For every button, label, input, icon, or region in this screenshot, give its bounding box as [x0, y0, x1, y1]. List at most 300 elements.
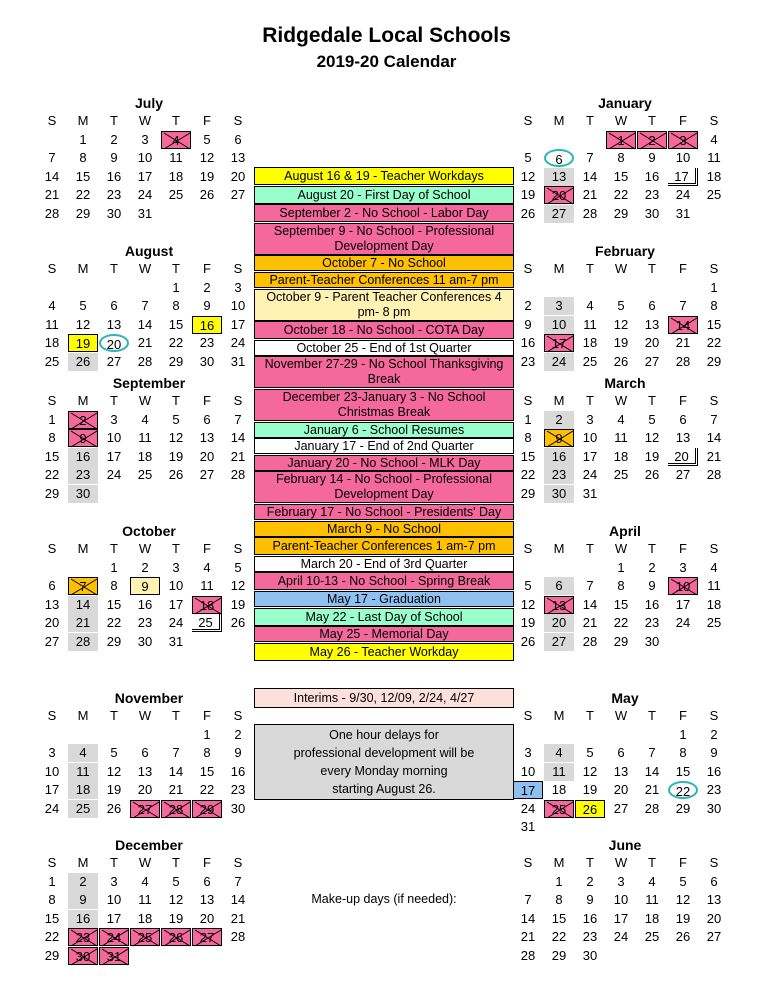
- day-number: 21: [230, 448, 246, 464]
- day-number: 21: [75, 615, 91, 630]
- day-number: 8: [48, 892, 56, 907]
- day-number: 19: [168, 448, 184, 464]
- day-number: 2: [555, 411, 563, 427]
- day-cell: [223, 168, 253, 186]
- day-number: 10: [137, 150, 153, 165]
- day-cell: [699, 429, 729, 447]
- weekday-header: W: [614, 708, 628, 723]
- event-item: October 25 - End of 1st Quarter: [254, 340, 514, 356]
- day-number: 10: [520, 763, 536, 779]
- day-cell: [161, 781, 191, 799]
- day-number: 29: [613, 633, 629, 649]
- weekday-header: T: [172, 261, 180, 276]
- day-number: 25: [137, 930, 153, 945]
- day-cell: [99, 947, 129, 965]
- day-number: 2: [203, 279, 211, 295]
- day-cell: [606, 205, 636, 223]
- day-cell: [513, 614, 543, 632]
- day-cell: [161, 353, 191, 371]
- day-cell: [130, 891, 160, 909]
- day-cell: [130, 316, 160, 334]
- day-number: 17: [582, 448, 598, 464]
- day-cell: [668, 448, 698, 466]
- day-number: 15: [44, 910, 60, 926]
- day-number: 25: [706, 187, 722, 202]
- day-number: 17: [106, 910, 122, 926]
- day-cell: [544, 297, 574, 315]
- interims-text: Interims - 9/30, 12/09, 2/24, 4/27: [293, 691, 475, 705]
- weekday-header: T: [172, 113, 180, 128]
- day-number: 30: [199, 353, 215, 369]
- day-cell: [637, 781, 667, 799]
- day-cell: [68, 485, 98, 503]
- day-number: 31: [106, 948, 122, 964]
- day-number: 5: [524, 150, 532, 165]
- day-cell: [68, 928, 98, 946]
- weekday-header: F: [679, 708, 687, 723]
- day-number: 15: [706, 316, 722, 332]
- day-cell: [68, 429, 98, 447]
- day-number: 7: [234, 411, 242, 427]
- day-number: 9: [555, 431, 563, 446]
- day-cell: [544, 411, 574, 429]
- day-cell: [223, 448, 253, 466]
- day-cell: [37, 448, 67, 466]
- day-number: 13: [44, 596, 60, 612]
- event-item: January 17 - End of 2nd Quarter: [254, 438, 514, 454]
- day-number: 24: [613, 929, 629, 944]
- day-cell: [606, 353, 636, 371]
- day-number: 14: [520, 910, 536, 926]
- weekday-header: S: [523, 708, 533, 723]
- day-cell: [68, 596, 98, 614]
- day-number: 20: [644, 335, 660, 350]
- day-number: 8: [617, 150, 625, 165]
- day-cell: [513, 818, 543, 836]
- day-cell: [668, 168, 698, 186]
- day-number: 4: [203, 559, 211, 575]
- day-cell: [99, 131, 129, 149]
- day-cell: [637, 297, 667, 315]
- day-number: 4: [648, 873, 656, 889]
- day-number: 24: [675, 187, 691, 202]
- day-number: 9: [79, 431, 87, 446]
- day-cell: [513, 577, 543, 595]
- day-cell: [192, 577, 222, 595]
- day-number: 4: [48, 298, 56, 313]
- day-cell: [161, 448, 191, 466]
- day-number: 8: [203, 745, 211, 760]
- day-cell: [68, 873, 98, 891]
- day-cell: [68, 334, 98, 352]
- day-number: 3: [555, 298, 563, 313]
- day-number: 3: [524, 745, 532, 760]
- day-cell: [223, 744, 253, 762]
- day-number: 9: [648, 150, 656, 165]
- day-cell: [130, 448, 160, 466]
- day-cell: [130, 466, 160, 484]
- weekday-header: T: [172, 393, 180, 408]
- day-number: 10: [675, 579, 691, 594]
- event-item: March 20 - End of 3rd Quarter: [254, 556, 514, 572]
- day-cell: [192, 744, 222, 762]
- day-number: 15: [520, 448, 536, 464]
- day-number: 19: [199, 168, 215, 184]
- day-cell: [130, 334, 160, 352]
- day-cell: [575, 168, 605, 186]
- event-item: October 18 - No School - COTA Day: [254, 321, 514, 339]
- day-cell: [68, 411, 98, 429]
- day-number: 18: [706, 168, 722, 184]
- day-number: 11: [707, 578, 721, 593]
- month-title: August: [124, 243, 174, 259]
- delays-box: [254, 724, 514, 800]
- day-number: 9: [648, 578, 656, 593]
- day-cell: [192, 726, 222, 744]
- day-cell: [130, 596, 160, 614]
- day-number: 23: [106, 187, 122, 202]
- day-cell: [130, 131, 160, 149]
- day-cell: [161, 334, 191, 352]
- day-cell: [68, 149, 98, 167]
- day-number: 11: [200, 578, 214, 593]
- day-cell: [161, 614, 191, 632]
- day-cell: [575, 149, 605, 167]
- day-cell: [513, 947, 543, 965]
- day-number: 5: [524, 578, 532, 593]
- day-number: 20: [613, 782, 629, 797]
- day-number: 30: [106, 205, 122, 221]
- day-number: 14: [137, 316, 153, 332]
- day-cell: [130, 763, 160, 781]
- day-cell: [575, 744, 605, 762]
- day-cell: [37, 186, 67, 204]
- day-cell: [513, 316, 543, 334]
- day-cell: [68, 577, 98, 595]
- day-number: 26: [520, 633, 536, 649]
- day-number: 24: [44, 800, 60, 816]
- day-cell: [575, 297, 605, 315]
- day-cell: [668, 726, 698, 744]
- day-number: 4: [141, 873, 149, 889]
- day-cell: [575, 577, 605, 595]
- day-number: 1: [203, 726, 211, 742]
- day-cell: [606, 411, 636, 429]
- day-cell: [161, 800, 191, 818]
- day-cell: [68, 633, 98, 651]
- day-cell: [99, 205, 129, 223]
- day-number: 13: [706, 892, 722, 907]
- month-title: April: [609, 523, 641, 539]
- delays-line-3: every Monday morning: [320, 764, 448, 778]
- day-number: 6: [234, 131, 242, 147]
- weekday-header: T: [648, 261, 656, 276]
- weekday-header: M: [553, 261, 565, 276]
- weekday-header: M: [77, 113, 89, 128]
- day-cell: [575, 891, 605, 909]
- day-cell: [37, 910, 67, 928]
- delays-line-1: One hour delays for: [329, 728, 439, 742]
- day-number: 9: [234, 745, 242, 760]
- day-cell: [68, 316, 98, 334]
- day-cell: [668, 411, 698, 429]
- day-cell: [699, 149, 729, 167]
- day-cell: [223, 149, 253, 167]
- day-number: 20: [551, 188, 567, 203]
- day-number: 13: [199, 430, 215, 445]
- day-cell: [192, 149, 222, 167]
- day-cell: [37, 168, 67, 186]
- day-number: 21: [137, 335, 153, 350]
- day-cell: [606, 928, 636, 946]
- day-number: 19: [644, 448, 660, 464]
- event-item: April 10-13 - No School - Spring Break: [254, 572, 514, 590]
- day-number: 4: [79, 745, 87, 760]
- day-cell: [637, 131, 667, 149]
- day-number: 4: [141, 411, 149, 427]
- day-cell: [99, 928, 129, 946]
- event-item: September 9 - No School - Professional Development Day: [254, 223, 514, 255]
- day-cell: [223, 297, 253, 315]
- day-number: 19: [106, 782, 122, 797]
- day-cell: [192, 873, 222, 891]
- day-number: 3: [586, 411, 594, 427]
- day-cell: [68, 947, 98, 965]
- month-title: September: [112, 375, 186, 391]
- day-number: 29: [44, 947, 60, 963]
- day-number: 11: [138, 430, 152, 445]
- day-number: 5: [648, 411, 656, 427]
- day-cell: [575, 353, 605, 371]
- day-cell: [192, 928, 222, 946]
- weekday-header: M: [553, 393, 565, 408]
- day-number: 10: [168, 578, 184, 593]
- day-number: 23: [75, 930, 91, 945]
- day-number: 5: [79, 298, 87, 313]
- day-cell: [637, 559, 667, 577]
- day-cell: [513, 763, 543, 781]
- day-cell: [161, 891, 191, 909]
- day-cell: [606, 149, 636, 167]
- day-number: 25: [75, 800, 91, 816]
- day-number: 8: [555, 892, 563, 907]
- day-number: 15: [168, 316, 184, 332]
- event-item: May 25 - Memorial Day: [254, 626, 514, 642]
- day-cell: [99, 297, 129, 315]
- event-item: February 14 - No School - Professional Development Day: [254, 471, 514, 503]
- day-cell: [161, 149, 191, 167]
- day-cell: [699, 334, 729, 352]
- day-number: 4: [710, 559, 718, 575]
- day-number: 17: [168, 596, 184, 612]
- weekday-header: F: [679, 113, 687, 128]
- day-cell: [668, 353, 698, 371]
- day-cell: [192, 781, 222, 799]
- day-number: 11: [552, 763, 566, 779]
- weekday-header: W: [614, 261, 628, 276]
- day-number: 28: [44, 205, 60, 221]
- day-number: 20: [137, 782, 153, 797]
- day-number: 23: [551, 467, 567, 482]
- delays-line-2: professional development will be: [293, 746, 475, 760]
- day-number: 21: [582, 187, 598, 202]
- day-cell: [37, 429, 67, 447]
- day-cell: [192, 279, 222, 297]
- day-cell: [575, 947, 605, 965]
- day-number: 14: [644, 763, 660, 779]
- day-number: 12: [199, 150, 215, 165]
- day-number: 22: [675, 784, 691, 799]
- day-number: 1: [617, 559, 625, 575]
- weekday-header: T: [172, 541, 180, 556]
- day-number: 19: [675, 910, 691, 926]
- day-number: 24: [551, 353, 567, 369]
- day-number: 1: [48, 411, 56, 427]
- day-number: 11: [707, 150, 721, 165]
- day-number: 14: [230, 430, 246, 445]
- day-number: 25: [706, 615, 722, 630]
- day-cell: [99, 633, 129, 651]
- day-number: 17: [44, 782, 60, 797]
- day-number: 6: [48, 578, 56, 593]
- day-cell: [223, 873, 253, 891]
- day-cell: [223, 614, 253, 632]
- day-cell: [37, 316, 67, 334]
- day-number: 24: [675, 615, 691, 630]
- weekday-header: S: [523, 261, 533, 276]
- day-cell: [99, 186, 129, 204]
- weekday-header: W: [138, 113, 152, 128]
- day-number: 3: [110, 873, 118, 889]
- day-number: 28: [582, 205, 598, 221]
- day-number: 21: [520, 929, 536, 944]
- day-number: 31: [675, 205, 691, 221]
- day-number: 10: [551, 316, 567, 332]
- weekday-header: S: [523, 113, 533, 128]
- day-cell: [161, 744, 191, 762]
- day-cell: [513, 910, 543, 928]
- day-number: 19: [613, 335, 629, 350]
- day-number: 18: [706, 596, 722, 612]
- day-cell: [130, 781, 160, 799]
- day-number: 17: [106, 448, 122, 464]
- day-number: 22: [551, 929, 567, 944]
- weekday-header: T: [172, 855, 180, 870]
- day-cell: [37, 596, 67, 614]
- weekday-header: W: [138, 261, 152, 276]
- day-cell: [68, 910, 98, 928]
- day-cell: [513, 168, 543, 186]
- day-cell: [130, 186, 160, 204]
- weekday-header: S: [709, 855, 719, 870]
- day-number: 8: [524, 430, 532, 445]
- day-number: 1: [48, 873, 56, 889]
- day-cell: [668, 891, 698, 909]
- day-cell: [544, 614, 574, 632]
- weekday-header: S: [47, 113, 57, 128]
- day-number: 2: [234, 726, 242, 742]
- event-item: August 20 - First Day of School: [254, 186, 514, 204]
- day-number: 23: [230, 782, 246, 797]
- weekday-header: S: [233, 855, 243, 870]
- day-number: 15: [613, 596, 629, 612]
- day-number: 26: [520, 205, 536, 221]
- day-cell: [223, 763, 253, 781]
- day-cell: [544, 873, 574, 891]
- day-cell: [161, 928, 191, 946]
- weekday-header: M: [553, 113, 565, 128]
- day-number: 20: [706, 910, 722, 926]
- day-cell: [575, 781, 605, 799]
- day-cell: [606, 186, 636, 204]
- day-cell: [606, 891, 636, 909]
- day-cell: [699, 279, 729, 297]
- day-number: 27: [44, 633, 60, 649]
- day-cell: [575, 633, 605, 651]
- day-cell: [223, 316, 253, 334]
- day-cell: [544, 448, 574, 466]
- day-number: 12: [230, 578, 246, 593]
- day-number: 2: [524, 298, 532, 313]
- weekday-header: F: [679, 855, 687, 870]
- day-cell: [699, 928, 729, 946]
- day-cell: [637, 316, 667, 334]
- day-cell: [192, 614, 222, 632]
- day-number: 12: [75, 316, 91, 332]
- day-cell: [606, 559, 636, 577]
- day-cell: [99, 316, 129, 334]
- day-cell: [99, 149, 129, 167]
- day-number: 11: [583, 316, 597, 332]
- day-number: 3: [48, 745, 56, 760]
- weekday-header: S: [47, 261, 57, 276]
- day-cell: [223, 800, 253, 818]
- day-number: 29: [551, 947, 567, 963]
- day-cell: [37, 781, 67, 799]
- day-number: 21: [582, 615, 598, 630]
- day-cell: [575, 186, 605, 204]
- day-number: 27: [551, 205, 567, 221]
- day-number: 12: [675, 892, 691, 907]
- day-number: 1: [524, 411, 532, 427]
- day-cell: [68, 297, 98, 315]
- day-number: 5: [172, 873, 180, 889]
- day-cell: [544, 186, 574, 204]
- day-cell: [68, 781, 98, 799]
- day-cell: [544, 353, 574, 371]
- day-number: 2: [710, 726, 718, 742]
- day-cell: [99, 168, 129, 186]
- day-cell: [606, 316, 636, 334]
- day-number: 1: [172, 279, 180, 295]
- day-number: 28: [137, 353, 153, 369]
- day-number: 6: [617, 745, 625, 760]
- day-cell: [699, 873, 729, 891]
- day-cell: [68, 205, 98, 223]
- day-cell: [668, 334, 698, 352]
- day-number: 20: [199, 448, 215, 464]
- day-cell: [99, 891, 129, 909]
- day-cell: [37, 334, 67, 352]
- day-number: 7: [586, 150, 594, 165]
- day-cell: [513, 149, 543, 167]
- day-cell: [223, 781, 253, 799]
- weekday-header: T: [648, 855, 656, 870]
- event-item: August 16 & 19 - Teacher Workdays: [254, 167, 514, 185]
- day-cell: [544, 744, 574, 762]
- day-number: 6: [679, 411, 687, 427]
- day-number: 17: [675, 596, 691, 612]
